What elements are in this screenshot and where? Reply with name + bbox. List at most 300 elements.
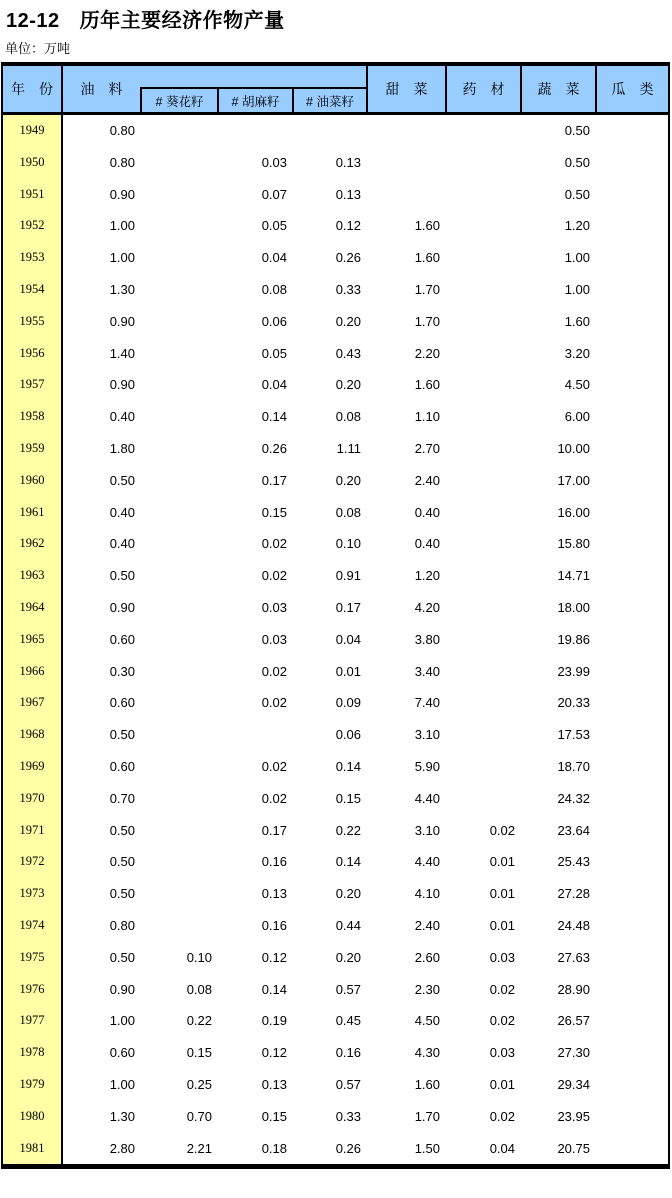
value-cell-medicine	[445, 115, 520, 147]
year-cell: 1975	[3, 942, 63, 974]
column-header-sunflower: # 葵花籽	[140, 87, 217, 112]
value-cell-melon	[595, 1101, 668, 1133]
value-cell-beet: 5.90	[414, 758, 440, 774]
value-cell-rapeseed: 0.22	[335, 822, 361, 838]
value-cell-sunflower: 0.15	[186, 1045, 212, 1061]
value-cell-rapeseed: 0.14	[335, 758, 361, 774]
value-cell-melon	[595, 751, 668, 783]
value-cell-flax: 0.13	[261, 886, 287, 902]
value-cell-melon	[595, 687, 668, 719]
value-cell-sunflower	[140, 401, 217, 433]
value-cell-vegetable: 26.57	[557, 1013, 590, 1029]
value-cell-beet	[366, 179, 445, 211]
value-cell-medicine: 0.02	[489, 822, 515, 838]
value-cell-vegetable: 15.80	[557, 536, 590, 552]
value-cell-flax: 0.08	[261, 281, 287, 297]
value-cell-oil: 0.50	[109, 854, 135, 870]
column-header-oil-group-spacer	[140, 66, 366, 87]
value-cell-medicine	[445, 656, 520, 688]
value-cell-rapeseed: 0.43	[335, 345, 361, 361]
value-cell-melon	[595, 1069, 668, 1101]
value-cell-sunflower	[140, 910, 217, 942]
value-cell-rapeseed: 0.45	[335, 1013, 361, 1029]
table-title-text: 历年主要经济作物产量	[79, 10, 285, 32]
value-cell-medicine: 0.02	[489, 1108, 515, 1124]
value-cell-melon	[595, 338, 668, 370]
value-cell-beet: 1.20	[414, 568, 440, 584]
value-cell-sunflower	[140, 179, 217, 211]
table-row	[3, 878, 668, 910]
value-cell-beet: 2.40	[414, 472, 440, 488]
table-row	[3, 592, 668, 624]
value-cell-medicine: 0.01	[489, 917, 515, 933]
year-cell: 1969	[3, 751, 63, 783]
value-cell-medicine	[445, 465, 520, 497]
value-cell-vegetable: 17.53	[557, 727, 590, 743]
value-cell-oil: 1.00	[109, 1076, 135, 1092]
value-cell-medicine	[445, 433, 520, 465]
value-cell-beet: 1.70	[414, 281, 440, 297]
value-cell-rapeseed: 0.15	[335, 790, 361, 806]
table-row	[3, 1101, 668, 1133]
table-row	[3, 433, 668, 465]
value-cell-flax: 0.02	[261, 790, 287, 806]
year-cell: 1972	[3, 846, 63, 878]
year-cell: 1951	[3, 179, 63, 211]
table-row	[3, 560, 668, 592]
value-cell-sunflower	[140, 656, 217, 688]
value-cell-vegetable: 24.32	[557, 790, 590, 806]
value-cell-medicine	[445, 179, 520, 211]
column-header-oil: 油 料	[80, 81, 123, 97]
value-cell-melon	[595, 274, 668, 306]
value-cell-flax: 0.02	[261, 536, 287, 552]
value-cell-melon	[595, 1005, 668, 1037]
year-cell: 1964	[3, 592, 63, 624]
value-cell-rapeseed: 0.14	[335, 854, 361, 870]
value-cell-vegetable: 1.00	[564, 250, 590, 266]
value-cell-sunflower	[140, 846, 217, 878]
value-cell-beet: 4.20	[414, 599, 440, 615]
value-cell-flax: 0.03	[261, 599, 287, 615]
value-cell-flax: 0.18	[261, 1140, 287, 1156]
value-cell-oil: 0.40	[109, 536, 135, 552]
value-cell-sunflower	[140, 338, 217, 370]
value-cell-melon	[595, 1133, 668, 1165]
value-cell-flax: 0.03	[261, 631, 287, 647]
value-cell-vegetable: 27.28	[557, 886, 590, 902]
value-cell-medicine	[445, 242, 520, 274]
value-cell-beet: 3.10	[414, 727, 440, 743]
table-row	[3, 846, 668, 878]
value-cell-sunflower	[140, 624, 217, 656]
value-cell-medicine: 0.04	[489, 1140, 515, 1156]
value-cell-oil: 1.00	[109, 218, 135, 234]
value-cell-oil: 0.50	[109, 727, 135, 743]
value-cell-beet: 2.30	[414, 981, 440, 997]
table-row	[3, 497, 668, 529]
value-cell-flax: 0.02	[261, 695, 287, 711]
column-header-melon: 瓜 类	[595, 66, 668, 112]
value-cell-sunflower	[140, 687, 217, 719]
value-cell-flax: 0.16	[261, 917, 287, 933]
value-cell-rapeseed: 0.33	[335, 281, 361, 297]
value-cell-sunflower: 0.25	[186, 1076, 212, 1092]
value-cell-rapeseed: 0.91	[335, 568, 361, 584]
value-cell-oil: 0.50	[109, 886, 135, 902]
value-cell-rapeseed: 0.26	[335, 250, 361, 266]
table-row	[3, 656, 668, 688]
value-cell-melon	[595, 592, 668, 624]
value-cell-melon	[595, 1037, 668, 1069]
value-cell-rapeseed: 1.11	[336, 440, 361, 456]
year-cell: 1971	[3, 815, 63, 847]
value-cell-rapeseed: 0.06	[335, 727, 361, 743]
table-row	[3, 242, 668, 274]
value-cell-oil: 2.80	[109, 1140, 135, 1156]
value-cell-beet: 3.40	[414, 663, 440, 679]
column-header-vegetable: 蔬 菜	[520, 66, 595, 112]
value-cell-oil: 0.90	[109, 186, 135, 202]
value-cell-melon	[595, 783, 668, 815]
table-row	[3, 1037, 668, 1069]
value-cell-beet: 4.50	[414, 1013, 440, 1029]
value-cell-vegetable: 18.00	[557, 599, 590, 615]
table-row	[3, 783, 668, 815]
table-row	[3, 687, 668, 719]
table-row	[3, 528, 668, 560]
value-cell-medicine	[445, 592, 520, 624]
value-cell-vegetable: 19.86	[557, 631, 590, 647]
value-cell-oil: 0.60	[109, 695, 135, 711]
value-cell-rapeseed: 0.08	[335, 504, 361, 520]
value-cell-rapeseed: 0.13	[335, 154, 361, 170]
value-cell-rapeseed: 0.10	[335, 536, 361, 552]
value-cell-medicine	[445, 719, 520, 751]
value-cell-flax: 0.02	[261, 568, 287, 584]
value-cell-vegetable: 0.50	[564, 123, 590, 138]
value-cell-melon	[595, 528, 668, 560]
value-cell-rapeseed: 0.57	[335, 981, 361, 997]
year-cell: 1953	[3, 242, 63, 274]
value-cell-melon	[595, 115, 668, 147]
value-cell-oil: 0.50	[109, 568, 135, 584]
value-cell-oil: 0.50	[109, 822, 135, 838]
year-cell: 1978	[3, 1037, 63, 1069]
value-cell-flax: 0.04	[261, 377, 287, 393]
value-cell-vegetable: 18.70	[557, 758, 590, 774]
value-cell-vegetable: 25.43	[557, 854, 590, 870]
value-cell-medicine	[445, 274, 520, 306]
value-cell-flax: 0.05	[261, 218, 287, 234]
year-cell: 1960	[3, 465, 63, 497]
value-cell-vegetable: 1.00	[564, 281, 590, 297]
year-cell: 1979	[3, 1069, 63, 1101]
value-cell-vegetable: 6.00	[564, 409, 590, 425]
value-cell-medicine	[445, 306, 520, 338]
value-cell-melon	[595, 846, 668, 878]
table-row	[3, 751, 668, 783]
value-cell-flax: 0.02	[261, 758, 287, 774]
value-cell-vegetable: 0.50	[564, 186, 590, 202]
value-cell-melon	[595, 815, 668, 847]
table-number: 12-12	[6, 10, 60, 32]
year-cell: 1961	[3, 497, 63, 529]
value-cell-flax: 0.07	[261, 186, 287, 202]
value-cell-medicine	[445, 401, 520, 433]
value-cell-oil: 0.70	[109, 790, 135, 806]
value-cell-medicine: 0.02	[489, 981, 515, 997]
table-row	[3, 274, 668, 306]
value-cell-melon	[595, 369, 668, 401]
year-cell: 1955	[3, 306, 63, 338]
year-cell: 1968	[3, 719, 63, 751]
year-cell: 1962	[3, 528, 63, 560]
value-cell-vegetable: 23.99	[557, 663, 590, 679]
value-cell-beet: 4.10	[414, 886, 440, 902]
value-cell-sunflower	[140, 242, 217, 274]
value-cell-beet	[366, 115, 445, 147]
value-cell-beet: 2.60	[414, 949, 440, 965]
value-cell-flax: 0.15	[261, 504, 287, 520]
value-cell-flax	[217, 719, 292, 751]
value-cell-vegetable: 1.60	[564, 313, 590, 329]
value-cell-beet: 3.80	[414, 631, 440, 647]
value-cell-flax: 0.03	[261, 154, 287, 170]
value-cell-medicine: 0.03	[489, 949, 515, 965]
value-cell-flax: 0.12	[261, 949, 287, 965]
value-cell-sunflower: 0.22	[186, 1013, 212, 1029]
year-cell: 1973	[3, 878, 63, 910]
value-cell-rapeseed: 0.20	[335, 949, 361, 965]
value-cell-oil: 0.80	[109, 154, 135, 170]
value-cell-sunflower	[140, 783, 217, 815]
value-cell-vegetable: 0.50	[564, 154, 590, 170]
value-cell-melon	[595, 306, 668, 338]
value-cell-beet: 4.40	[414, 790, 440, 806]
year-cell: 1952	[3, 210, 63, 242]
value-cell-medicine	[445, 687, 520, 719]
value-cell-vegetable: 29.34	[557, 1076, 590, 1092]
value-cell-sunflower	[140, 560, 217, 592]
value-cell-rapeseed	[292, 115, 366, 147]
value-cell-medicine: 0.01	[489, 1076, 515, 1092]
value-cell-rapeseed: 0.04	[335, 631, 361, 647]
value-cell-beet: 1.70	[414, 1108, 440, 1124]
value-cell-vegetable: 14.71	[557, 568, 590, 584]
value-cell-rapeseed: 0.20	[335, 313, 361, 329]
page-title	[6, 4, 285, 33]
value-cell-rapeseed: 0.57	[335, 1076, 361, 1092]
table-row	[3, 942, 668, 974]
table-row	[3, 306, 668, 338]
table-row	[3, 1005, 668, 1037]
value-cell-melon	[595, 433, 668, 465]
value-cell-vegetable: 27.63	[557, 949, 590, 965]
value-cell-melon	[595, 242, 668, 274]
value-cell-flax: 0.17	[261, 822, 287, 838]
column-header-rapeseed: # 油菜籽	[292, 87, 366, 112]
value-cell-oil: 0.80	[109, 917, 135, 933]
value-cell-vegetable: 3.20	[564, 345, 590, 361]
value-cell-melon	[595, 497, 668, 529]
value-cell-oil: 0.40	[109, 409, 135, 425]
value-cell-oil: 1.40	[109, 345, 135, 361]
value-cell-melon	[595, 401, 668, 433]
value-cell-vegetable: 17.00	[557, 472, 590, 488]
value-cell-rapeseed: 0.08	[335, 409, 361, 425]
value-cell-oil: 1.30	[109, 1108, 135, 1124]
value-cell-melon	[595, 974, 668, 1006]
year-cell: 1965	[3, 624, 63, 656]
year-cell: 1950	[3, 147, 63, 179]
value-cell-sunflower	[140, 878, 217, 910]
value-cell-oil: 0.60	[109, 1045, 135, 1061]
value-cell-sunflower	[140, 433, 217, 465]
value-cell-oil: 1.00	[109, 250, 135, 266]
value-cell-melon	[595, 210, 668, 242]
value-cell-flax: 0.13	[261, 1076, 287, 1092]
table-row	[3, 401, 668, 433]
table-row	[3, 465, 668, 497]
value-cell-beet: 1.60	[414, 218, 440, 234]
value-cell-medicine	[445, 210, 520, 242]
value-cell-rapeseed: 0.20	[335, 472, 361, 488]
value-cell-medicine	[445, 560, 520, 592]
table-row	[3, 974, 668, 1006]
value-cell-vegetable: 20.75	[557, 1140, 590, 1156]
value-cell-sunflower	[140, 465, 217, 497]
year-cell: 1980	[3, 1101, 63, 1133]
value-cell-flax: 0.06	[261, 313, 287, 329]
value-cell-rapeseed: 0.33	[335, 1108, 361, 1124]
value-cell-beet: 1.60	[414, 250, 440, 266]
value-cell-sunflower	[140, 751, 217, 783]
value-cell-flax: 0.19	[261, 1013, 287, 1029]
table-row	[3, 369, 668, 401]
value-cell-sunflower	[140, 306, 217, 338]
column-header-beet: 甜 菜	[366, 66, 445, 112]
value-cell-oil: 0.60	[109, 758, 135, 774]
value-cell-oil: 0.90	[109, 313, 135, 329]
table-row	[3, 115, 668, 147]
value-cell-sunflower: 0.10	[186, 949, 212, 965]
value-cell-sunflower	[140, 528, 217, 560]
value-cell-oil: 0.80	[109, 123, 135, 138]
year-cell: 1977	[3, 1005, 63, 1037]
value-cell-beet: 2.20	[414, 345, 440, 361]
year-cell: 1966	[3, 656, 63, 688]
value-cell-medicine	[445, 624, 520, 656]
value-cell-medicine	[445, 751, 520, 783]
value-cell-medicine: 0.01	[489, 854, 515, 870]
table-row	[3, 1133, 668, 1165]
table-row	[3, 179, 668, 211]
value-cell-flax: 0.15	[261, 1108, 287, 1124]
value-cell-melon	[595, 560, 668, 592]
year-cell: 1956	[3, 338, 63, 370]
year-cell: 1954	[3, 274, 63, 306]
year-cell: 1958	[3, 401, 63, 433]
value-cell-vegetable: 1.20	[564, 218, 590, 234]
year-cell: 1974	[3, 910, 63, 942]
value-cell-medicine	[445, 338, 520, 370]
value-cell-sunflower	[140, 497, 217, 529]
value-cell-oil: 1.30	[109, 281, 135, 297]
year-cell: 1981	[3, 1133, 63, 1165]
value-cell-beet: 7.40	[414, 695, 440, 711]
value-cell-flax: 0.26	[261, 440, 287, 456]
value-cell-oil: 0.90	[109, 981, 135, 997]
value-cell-beet: 1.10	[414, 409, 440, 425]
table-row	[3, 910, 668, 942]
value-cell-beet: 0.40	[414, 504, 440, 520]
value-cell-vegetable: 16.00	[557, 504, 590, 520]
value-cell-flax: 0.14	[261, 409, 287, 425]
table-row	[3, 147, 668, 179]
value-cell-flax: 0.04	[261, 250, 287, 266]
value-cell-melon	[595, 656, 668, 688]
value-cell-beet: 0.40	[414, 536, 440, 552]
year-cell: 1963	[3, 560, 63, 592]
value-cell-beet: 3.10	[414, 822, 440, 838]
year-cell: 1949	[3, 115, 63, 147]
value-cell-melon	[595, 179, 668, 211]
value-cell-vegetable: 4.50	[564, 377, 590, 393]
value-cell-rapeseed: 0.09	[335, 695, 361, 711]
table-body	[3, 115, 668, 1164]
value-cell-vegetable: 27.30	[557, 1045, 590, 1061]
value-cell-beet: 4.30	[414, 1045, 440, 1061]
value-cell-vegetable: 20.33	[557, 695, 590, 711]
value-cell-sunflower: 0.70	[186, 1108, 212, 1124]
value-cell-flax: 0.02	[261, 663, 287, 679]
value-cell-sunflower	[140, 274, 217, 306]
value-cell-beet: 4.40	[414, 854, 440, 870]
column-header-flax: # 胡麻籽	[217, 87, 292, 112]
value-cell-sunflower	[140, 369, 217, 401]
value-cell-beet: 1.70	[414, 313, 440, 329]
value-cell-rapeseed: 0.12	[335, 218, 361, 234]
value-cell-beet	[366, 147, 445, 179]
table-header	[3, 66, 668, 115]
value-cell-vegetable: 23.64	[557, 822, 590, 838]
table-row	[3, 624, 668, 656]
value-cell-rapeseed: 0.20	[335, 886, 361, 902]
table-row	[3, 815, 668, 847]
value-cell-sunflower	[140, 815, 217, 847]
value-cell-medicine	[445, 147, 520, 179]
table-row	[3, 1069, 668, 1101]
value-cell-vegetable: 23.95	[557, 1108, 590, 1124]
value-cell-melon	[595, 878, 668, 910]
value-cell-oil: 0.40	[109, 504, 135, 520]
value-cell-melon	[595, 147, 668, 179]
value-cell-medicine	[445, 783, 520, 815]
value-cell-medicine: 0.01	[489, 886, 515, 902]
data-table	[1, 62, 670, 1169]
value-cell-flax: 0.05	[261, 345, 287, 361]
year-cell: 1957	[3, 369, 63, 401]
value-cell-oil: 1.00	[109, 1013, 135, 1029]
value-cell-sunflower: 2.21	[186, 1140, 212, 1156]
value-cell-melon	[595, 624, 668, 656]
value-cell-oil: 0.30	[109, 663, 135, 679]
value-cell-flax: 0.12	[261, 1045, 287, 1061]
value-cell-rapeseed: 0.13	[335, 186, 361, 202]
value-cell-rapeseed: 0.01	[335, 663, 361, 679]
column-header-medicine: 药 材	[445, 66, 520, 112]
